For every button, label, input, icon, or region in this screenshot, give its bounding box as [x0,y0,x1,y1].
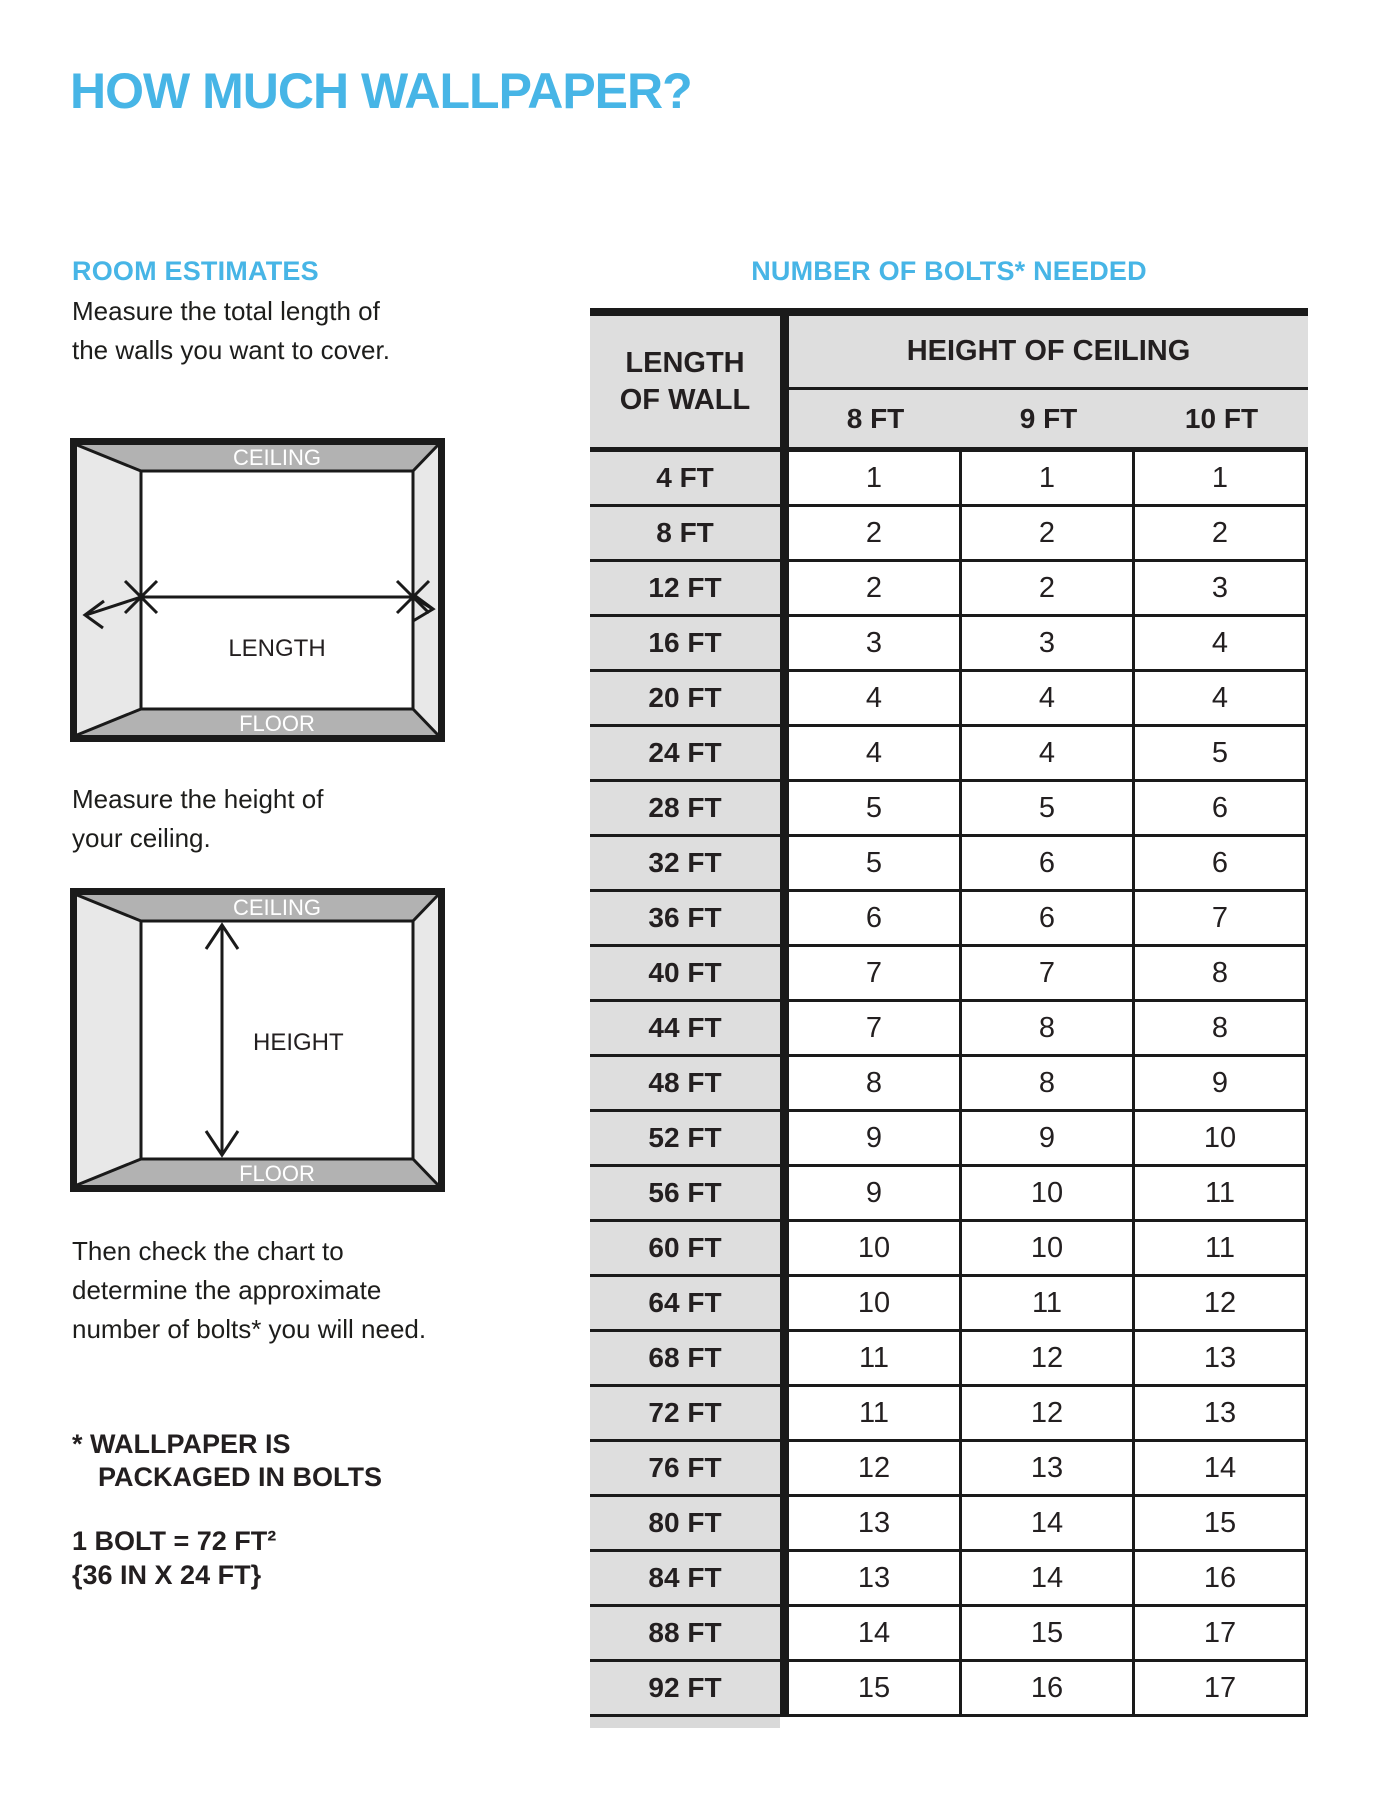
table-row [590,1167,1308,1222]
row-value-cell: 6 [959,892,1132,944]
table-row [590,892,1308,947]
row-value-cell: 14 [1132,1442,1305,1494]
row-length-label: 32 FT [590,837,780,889]
table-row [590,1332,1308,1387]
table-row [590,617,1308,672]
row-value-cell: 9 [789,1112,959,1164]
row-value-cell: 14 [959,1552,1132,1604]
row-value-cell: 15 [789,1662,959,1714]
row-value-cell: 16 [1132,1552,1305,1604]
floor-label: FLOOR [239,711,315,736]
row-value-cell: 8 [1132,947,1305,999]
column-divider [780,782,789,834]
right-wall-panel [413,445,438,735]
row-value-cell: 3 [789,617,959,669]
column-divider [780,1552,789,1604]
page-title: HOW MUCH WALLPAPER? [70,63,692,119]
row-value-cell: 16 [959,1662,1132,1714]
row-value-cell: 9 [789,1167,959,1219]
row-value-cell: 5 [1132,727,1305,779]
row-value-cell: 7 [959,947,1132,999]
length-of-wall-header [590,316,780,447]
row-value-cell: 11 [1132,1167,1305,1219]
header-line: OF WALL [619,383,751,416]
table-row [590,1002,1308,1057]
row-value-cell: 8 [789,1057,959,1109]
row-values [789,1442,1308,1494]
bolts-needed-heading: NUMBER OF BOLTS* NEEDED [751,256,1147,286]
row-length-label: 24 FT [590,727,780,779]
row-value-cell: 10 [1132,1112,1305,1164]
back-wall-panel [141,471,413,709]
row-value-cell: 3 [1132,562,1305,614]
column-divider [780,1002,789,1054]
row-values [789,1332,1308,1384]
row-value-cell: 2 [1132,507,1305,559]
ceiling-header-group [789,316,1308,447]
column-divider [780,1332,789,1384]
row-values [789,1607,1308,1659]
row-values [789,1662,1308,1714]
floor-label: FLOOR [239,1161,315,1186]
row-values [789,1497,1308,1549]
row-value-cell: 4 [959,672,1132,724]
measure-height-paragraph [72,780,502,858]
paragraph-line: determine the approximate [72,1275,382,1305]
bolts-table [590,308,1308,1717]
row-length-label: 88 FT [590,1607,780,1659]
column-header-8ft: 8 FT [846,402,905,434]
table-row [590,837,1308,892]
row-values [789,947,1308,999]
row-value-cell: 12 [1132,1277,1305,1329]
column-divider [780,617,789,669]
table-row [590,1662,1308,1717]
footnote-line: PACKAGED IN BOLTS [98,1462,383,1492]
row-length-label: 36 FT [590,892,780,944]
table-row [590,727,1308,782]
column-divider [780,1167,789,1219]
table-row [590,1607,1308,1662]
row-length-label: 40 FT [590,947,780,999]
row-value-cell: 8 [959,1057,1132,1109]
paragraph-line: your ceiling. [72,823,211,853]
left-wall-panel [77,445,141,735]
row-length-label: 8 FT [590,507,780,559]
row-value-cell: 11 [1132,1222,1305,1274]
row-value-cell: 7 [1132,892,1305,944]
row-value-cell: 5 [789,837,959,889]
column-divider [780,1442,789,1494]
row-length-label: 12 FT [590,562,780,614]
row-value-cell: 14 [959,1497,1132,1549]
row-value-cell: 13 [959,1442,1132,1494]
row-values [789,892,1308,944]
row-value-cell: 12 [959,1387,1132,1439]
paragraph-line: Then check the chart to [72,1236,344,1266]
row-value-cell: 17 [1132,1607,1305,1659]
table-row [590,672,1308,727]
column-divider [780,1277,789,1329]
paragraph-line: Measure the total length of [72,296,380,326]
row-values [789,1222,1308,1274]
table-bottom-shadow [590,1717,780,1728]
room-length-diagram [70,438,445,742]
table-row [590,1222,1308,1277]
row-value-cell: 6 [959,837,1132,889]
column-divider [780,452,789,504]
row-length-label: 80 FT [590,1497,780,1549]
row-values [789,452,1308,504]
table-row [590,1442,1308,1497]
row-value-cell: 5 [789,782,959,834]
bolts-footnote [72,1428,382,1494]
row-value-cell: 15 [1132,1497,1305,1549]
column-divider [780,727,789,779]
row-length-label: 92 FT [590,1662,780,1714]
row-length-label: 72 FT [590,1387,780,1439]
row-values [789,782,1308,834]
ceiling-label: CEILING [232,445,322,470]
table-row [590,1112,1308,1167]
paragraph-line: number of bolts* you will need. [72,1314,427,1344]
bolt-spec-line: {36 IN X 24 FT} [72,1560,262,1590]
row-value-cell: 13 [789,1497,959,1549]
row-length-label: 48 FT [590,1057,780,1109]
column-divider [780,947,789,999]
row-value-cell: 3 [959,617,1132,669]
row-value-cell: 10 [959,1222,1132,1274]
row-value-cell: 11 [789,1332,959,1384]
row-value-cell: 12 [959,1332,1132,1384]
row-value-cell: 4 [1132,672,1305,724]
column-divider [780,1607,789,1659]
bolt-spec [72,1524,276,1592]
row-values [789,1387,1308,1439]
column-divider [780,837,789,889]
row-value-cell: 10 [789,1277,959,1329]
height-label: HEIGHT [253,1029,344,1056]
row-value-cell: 1 [959,452,1132,504]
column-divider [780,316,789,447]
room-estimates-heading: ROOM ESTIMATES [72,256,319,286]
row-value-cell: 15 [959,1607,1132,1659]
row-length-label: 16 FT [590,617,780,669]
table-row [590,1057,1308,1112]
row-value-cell: 6 [1132,837,1305,889]
length-label: LENGTH [228,635,326,662]
column-divider [780,1662,789,1714]
row-value-cell: 1 [789,452,959,504]
bolts-table-body [590,452,1308,1717]
column-header-10ft: 10 FT [1184,402,1259,434]
row-values [789,1277,1308,1329]
row-value-cell: 14 [789,1607,959,1659]
table-row [590,1552,1308,1607]
row-length-label: 52 FT [590,1112,780,1164]
row-values [789,1552,1308,1604]
paragraph-line: Measure the height of [72,784,324,814]
row-length-label: 84 FT [590,1552,780,1604]
column-divider [780,1057,789,1109]
header-line: LENGTH [625,346,745,379]
check-chart-paragraph [72,1232,502,1349]
column-divider [780,1387,789,1439]
column-divider [780,892,789,944]
right-wall-panel [413,895,438,1185]
row-values [789,727,1308,779]
row-values [789,617,1308,669]
column-divider [780,672,789,724]
row-values [789,1167,1308,1219]
column-divider [780,1497,789,1549]
row-length-label: 20 FT [590,672,780,724]
row-value-cell: 9 [1132,1057,1305,1109]
row-value-cell: 13 [789,1552,959,1604]
row-value-cell: 9 [959,1112,1132,1164]
row-value-cell: 13 [1132,1332,1305,1384]
column-divider [780,1222,789,1274]
row-value-cell: 7 [789,947,959,999]
row-value-cell: 4 [959,727,1132,779]
row-length-label: 64 FT [590,1277,780,1329]
ceiling-column-headers [789,390,1308,447]
row-value-cell: 10 [959,1167,1132,1219]
row-values [789,672,1308,724]
row-value-cell: 1 [1132,452,1305,504]
row-value-cell: 4 [1132,617,1305,669]
room-height-diagram [70,888,445,1192]
row-length-label: 68 FT [590,1332,780,1384]
ceiling-label: CEILING [232,895,322,920]
column-divider [780,562,789,614]
row-value-cell: 11 [789,1387,959,1439]
left-wall-panel [77,895,141,1185]
row-value-cell: 11 [959,1277,1132,1329]
table-row [590,562,1308,617]
row-value-cell: 13 [1132,1387,1305,1439]
row-value-cell: 10 [789,1222,959,1274]
row-values [789,1002,1308,1054]
row-length-label: 56 FT [590,1167,780,1219]
measure-length-paragraph [72,292,502,370]
row-value-cell: 8 [1132,1002,1305,1054]
column-divider [780,1112,789,1164]
row-value-cell: 2 [789,507,959,559]
row-value-cell: 4 [789,727,959,779]
row-value-cell: 7 [789,1002,959,1054]
table-row [590,947,1308,1002]
row-value-cell: 2 [959,562,1132,614]
table-row [590,782,1308,837]
table-header [590,316,1308,447]
row-values [789,507,1308,559]
row-value-cell: 2 [789,562,959,614]
table-row [590,452,1308,507]
row-length-label: 44 FT [590,1002,780,1054]
row-value-cell: 17 [1132,1662,1305,1714]
row-value-cell: 8 [959,1002,1132,1054]
row-length-label: 4 FT [590,452,780,504]
paragraph-line: the walls you want to cover. [72,335,390,365]
table-top-border [590,308,1308,316]
footnote-line: * WALLPAPER IS [72,1429,291,1459]
bolt-spec-line: 1 BOLT = 72 FT² [72,1526,277,1556]
row-value-cell: 2 [959,507,1132,559]
table-row [590,1387,1308,1442]
row-length-label: 76 FT [590,1442,780,1494]
column-header-9ft: 9 FT [1019,402,1078,434]
row-values [789,837,1308,889]
table-row [590,507,1308,562]
column-divider [780,507,789,559]
row-values [789,1057,1308,1109]
height-of-ceiling-header: HEIGHT OF CEILING [789,316,1308,390]
row-values [789,1112,1308,1164]
row-values [789,562,1308,614]
row-length-label: 60 FT [590,1222,780,1274]
row-value-cell: 6 [789,892,959,944]
row-length-label: 28 FT [590,782,780,834]
row-value-cell: 12 [789,1442,959,1494]
row-value-cell: 4 [789,672,959,724]
table-row [590,1497,1308,1552]
row-value-cell: 6 [1132,782,1305,834]
row-value-cell: 5 [959,782,1132,834]
table-row [590,1277,1308,1332]
